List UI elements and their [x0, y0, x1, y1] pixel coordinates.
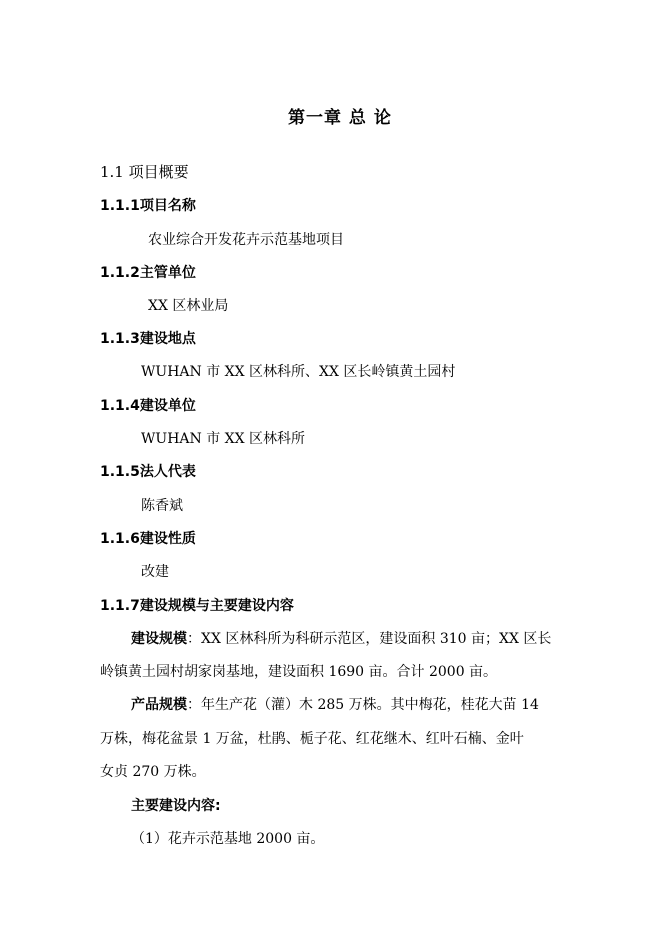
item-heading-4: 1.1.4建设单位: [100, 398, 196, 414]
item-heading-5: 1.1.5法人代表: [100, 464, 196, 480]
item-heading-6: 1.1.6建设性质: [100, 531, 196, 547]
scale-paragraph-line-1: [131, 629, 551, 649]
item-content-1: 农业综合开发花卉示范基地项目: [148, 232, 344, 248]
item-content-6: 改建: [141, 564, 169, 580]
product-label: 产品规模: [131, 697, 187, 713]
product-text-1: ：年生产花（灌）木 285 万株。其中梅花，桂花大苗 14: [187, 697, 539, 713]
chapter-title: 第一章 总 论: [288, 108, 392, 128]
scale-label: 建设规模: [131, 631, 187, 647]
scale-text-1: ：XX 区林科所为科研示范区，建设面积 310 亩；XX 区长: [187, 631, 552, 647]
product-paragraph-line-1: [131, 695, 539, 715]
item-content-5: 陈香斌: [141, 498, 183, 514]
main-content-item-1: （1）花卉示范基地 2000 亩。: [131, 831, 325, 847]
main-content-label: 主要建设内容:: [131, 798, 221, 814]
item-content-3: WUHAN 市 XX 区林科所、XX 区长岭镇黄土园村: [141, 364, 456, 380]
item-heading-3: 1.1.3建设地点: [100, 331, 196, 347]
section-heading-1-1: 1.1 项目概要: [100, 163, 189, 181]
product-paragraph-line-3: 女贞 270 万株。: [100, 764, 206, 780]
item-content-4: WUHAN 市 XX 区林科所: [141, 431, 306, 447]
scale-paragraph-line-2: 岭镇黄土园村胡家岗基地，建设面积 1690 亩。合计 2000 亩。: [100, 664, 498, 680]
item-heading-1: 1.1.1项目名称: [100, 198, 196, 214]
product-paragraph-line-2: 万株，梅花盆景 1 万盆，杜鹃、栀子花、红花继木、红叶石楠、金叶: [100, 731, 524, 747]
item-content-2: XX 区林业局: [148, 298, 229, 314]
item-heading-2: 1.1.2主管单位: [100, 265, 196, 281]
item-heading-7: 1.1.7建设规模与主要建设内容: [100, 598, 294, 614]
